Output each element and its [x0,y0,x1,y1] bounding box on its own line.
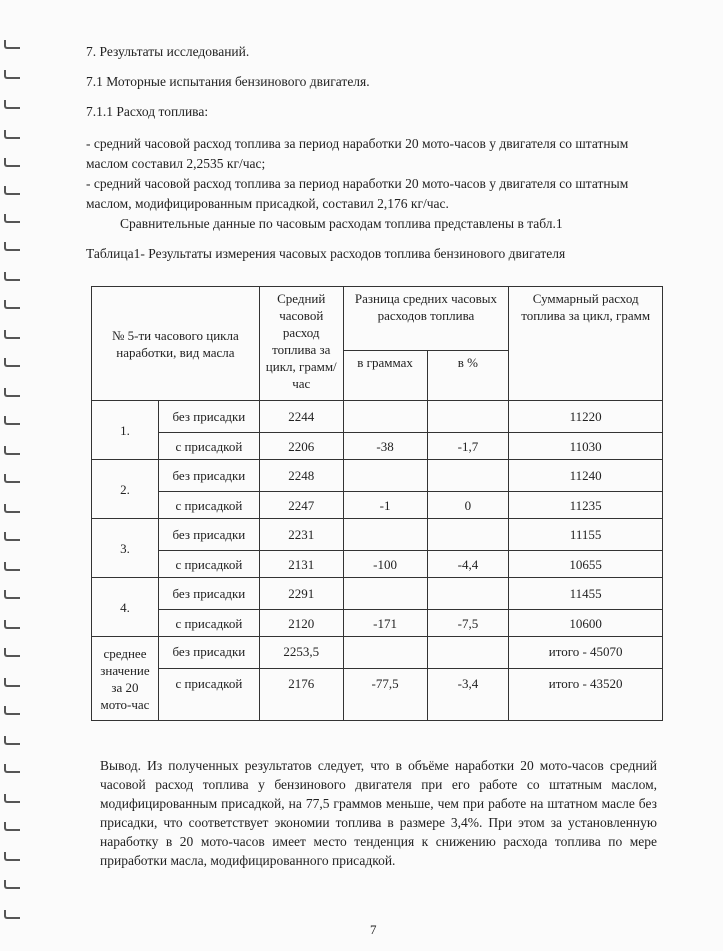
cycle-label: среднее значение за 20 мото-час [92,637,159,721]
oil-type: с присадкой [158,492,259,519]
diff-percent: -3,4 [427,669,509,721]
header-total: Суммарный расход топлива за цикл, грамм [509,287,663,401]
oil-type: с присадкой [158,433,259,460]
oil-type: с присадкой [158,669,259,721]
cycle-label: 4. [92,578,159,637]
oil-type: с присадкой [158,551,259,578]
avg-value: 2231 [259,519,343,551]
oil-type: без присадки [158,637,259,669]
bullet-item: - средний часовой расход топлива за период наработки 20 мото-часов у двигателя со штатным маслом, модифицированным присадкой, составил 2,176 кг/час. [86,176,629,211]
page-number: 7 [370,922,377,937]
avg-value: 2291 [259,578,343,610]
total-value: 11455 [509,578,663,610]
cycle-label: 3. [92,519,159,578]
diff-grams [343,578,427,610]
diff-percent [427,460,509,492]
total-value: итого - 43520 [509,669,663,721]
diff-grams: -1 [343,492,427,519]
fuel-consumption-table [91,286,663,721]
diff-percent: -4,4 [427,551,509,578]
diff-percent: 0 [427,492,509,519]
subsection-title: 7.1 Моторные испытания бензинового двигателя. [86,74,370,89]
diff-percent [427,401,509,433]
header-diff-grams: в граммах [343,351,427,401]
avg-value: 2131 [259,551,343,578]
diff-percent [427,519,509,551]
diff-percent [427,578,509,610]
total-value: 11240 [509,460,663,492]
table-caption: Таблица1- Результаты измерения часовых расходов топлива бензинового двигателя [86,246,566,261]
diff-percent: -7,5 [427,610,509,637]
comparison-note: Сравнительные данные по часовым расходам топлива представлены в табл.1 [120,216,563,231]
avg-value: 2247 [259,492,343,519]
header-avg: Средний часовой расход топлива за цикл, грамм/час [259,287,343,401]
spiral-binding [0,0,22,951]
document-body [86,38,656,264]
diff-grams: -100 [343,551,427,578]
avg-value: 2253,5 [259,637,343,669]
diff-grams [343,401,427,433]
oil-type: без присадки [158,401,259,433]
oil-type: без присадки [158,519,259,551]
avg-value: 2120 [259,610,343,637]
section-title: 7. Результаты исследований. [86,44,250,59]
header-diff: Разница средних часовых расходов топлива [343,287,509,351]
cycle-label: 1. [92,401,159,460]
total-value: 11155 [509,519,663,551]
diff-grams: -38 [343,433,427,460]
diff-percent: -1,7 [427,433,509,460]
diff-grams: -171 [343,610,427,637]
oil-type: с присадкой [158,610,259,637]
header-cycle: № 5-ти часового цикла наработки, вид масла [92,287,260,401]
total-value: 11220 [509,401,663,433]
diff-grams [343,637,427,669]
cycle-label: 2. [92,460,159,519]
diff-grams [343,519,427,551]
total-value: итого - 45070 [509,637,663,669]
avg-value: 2206 [259,433,343,460]
subsubsection-title: 7.1.1 Расход топлива: [86,104,209,119]
oil-type: без присадки [158,460,259,492]
header-diff-percent: в % [427,351,509,401]
diff-grams: -77,5 [343,669,427,721]
conclusion-paragraph: Вывод. Из полученных результатов следует, что в объёме наработки 20 мото-часов средний часовой расход топлива у бензинового двигателя при его работе со штатным маслом, модифицированным присадкой, на 77,5 граммов меньше, чем при работе на штатном масле без присадки, что соответствует экономии топлива в размере 3,4%. При этом за установленную наработку в 20 мото-часов имеет место тенденция к снижению расхода топлива по мере приработки масла, модифицированного присадкой. [100,757,657,868]
oil-type: без присадки [158,578,259,610]
total-value: 11235 [509,492,663,519]
bullet-item: - средний часовой расход топлива за период наработки 20 мото-часов у двигателя со штатным маслом составил 2,2535 кг/час; [86,136,629,171]
diff-percent [427,637,509,669]
total-value: 11030 [509,433,663,460]
total-value: 10655 [509,551,663,578]
avg-value: 2244 [259,401,343,433]
avg-value: 2176 [259,669,343,721]
avg-value: 2248 [259,460,343,492]
total-value: 10600 [509,610,663,637]
diff-grams [343,460,427,492]
